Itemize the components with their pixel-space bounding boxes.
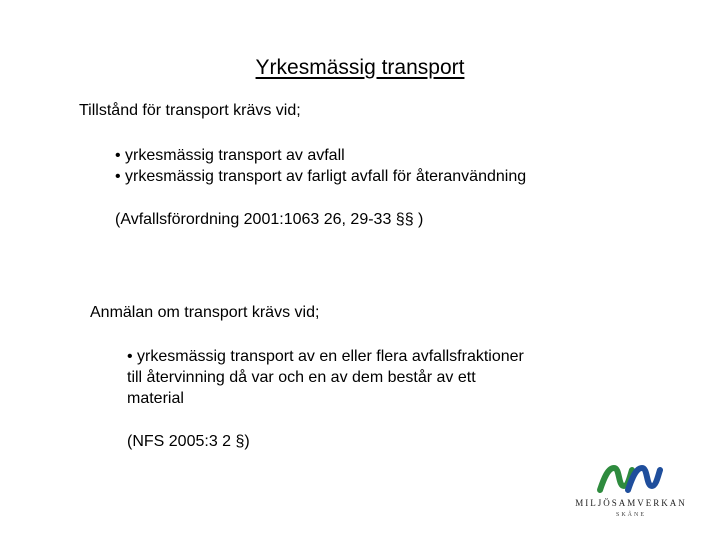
miljosamverkan-logo [566, 462, 696, 524]
slide-title: Yrkesmässig transport [255, 56, 465, 79]
logo-region: SKÅNE [615, 512, 646, 518]
section1-heading: Tillstånd för transport krävs vid; [79, 102, 301, 119]
section2-reference: (NFS 2005:3 2 §) [127, 433, 250, 450]
section2-heading: Anmälan om transport krävs vid; [90, 304, 320, 321]
section1-bullet-2: • yrkesmässig transport av farligt avfall för återanvändning [115, 168, 527, 185]
section2-bullet-line-3: material [127, 390, 184, 407]
logo-mark-icon [566, 462, 696, 496]
section2-bullet-line-2: till återvinning då var och en av dem består av ett [127, 369, 476, 386]
section1-reference: (Avfallsförordning 2001:1063 26, 29-33 §§ ) [115, 211, 424, 228]
section2-bullet-line-1: • yrkesmässig transport av en eller flera avfallsfraktioner [127, 348, 524, 365]
section1-bullet-1: • yrkesmässig transport av avfall [115, 147, 345, 164]
logo-name: MILJÖSAMVERKAN [575, 498, 687, 508]
